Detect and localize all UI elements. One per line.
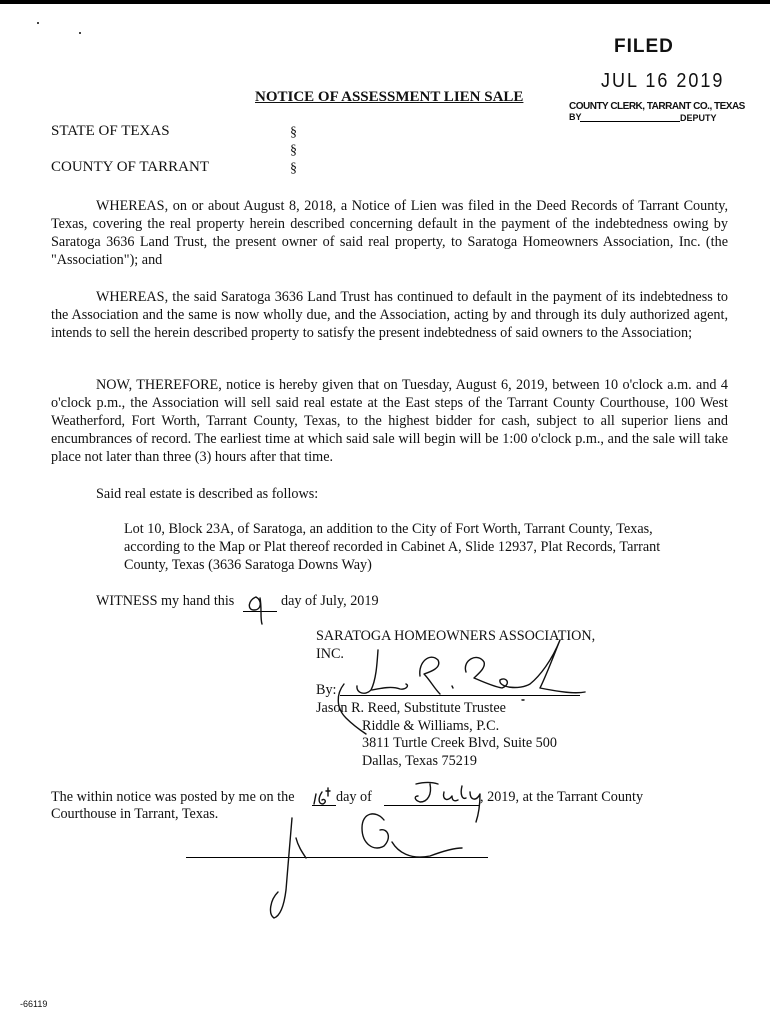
trustee-signature: [357, 650, 408, 693]
posting-line2: Courthouse in Tarrant, Texas.: [51, 806, 219, 822]
firm-address-line1: 3811 Turtle Creek Blvd, Suite 500: [362, 735, 557, 751]
section-mark: §: [290, 161, 297, 176]
paragraph-now-therefore: NOW, THEREFORE, notice is hereby given that on Tuesday, August 6, 2019, between 10 o'clock a.m. and 4 o'clock p.m., the Association will sell said real estate at the East steps of the Tarrant County Courthouse, 100 West Weatherford, Fort Worth, Tarrant County, Texas, to the highest bidder for cash, subject to all superior liens and encumbrances of record. The earliest time at which said sale will begin will be 1:00 o'clock p.m., and the sale will take place not later than three (3) hours after that time.: [51, 377, 728, 465]
signature-entity-line2: INC.: [316, 646, 344, 662]
filed-stamp-deputy: DEPUTY: [680, 113, 717, 123]
posting-day-handwritten: [314, 788, 330, 804]
posting-prefix: The within notice was posted by me on the: [51, 789, 295, 805]
paragraph-whereas-2: WHEREAS, the said Saratoga 3636 Land Trust has continued to default in the payment of its indebtedness to the Association and the same is now wholly due, and the Association, acting by and through its duly authorized agent, intends to sell the herein described property to satisfy the present indebtedness of said owners to the Association;: [51, 289, 728, 341]
posting-suffix: , 2019, at the Tarrant County: [480, 789, 644, 805]
legal-description: Lot 10, Block 23A, of Saratoga, an addition to the City of Fort Worth, Tarrant County, Texas, according to the Map or Plat thereof recorded in Cabinet A, Slide 12937, Plat Records, Tarrant County, Texas (3636 Saratoga Downs Way): [124, 521, 661, 573]
filed-stamp-label: FILED: [614, 36, 674, 57]
venue-state: STATE OF TEXAS: [51, 123, 170, 139]
firm-address-line2: Dallas, Texas 75219: [362, 753, 477, 769]
filed-stamp-by: BY: [569, 112, 582, 122]
section-mark: §: [290, 125, 297, 140]
signature-by-label: By:: [316, 682, 337, 698]
paragraph-whereas-1: WHEREAS, on or about August 8, 2018, a Notice of Lien was filed in the Deed Records of Tarrant County, Texas, covering the real property herein described concerning default in the payment of the indebtedness owing by Saratoga 3636 Land Trust, the present owner of said real property, to Saratoga Homeowners Association, Inc. (the "Association"); and: [51, 198, 728, 268]
poster-signature: [271, 818, 306, 918]
signatory-name: Jason R. Reed, Substitute Trustee: [316, 700, 506, 716]
witness-day-handwritten: [249, 597, 262, 624]
witness-prefix: WITNESS my hand this: [96, 593, 235, 609]
posting-month-handwritten: [415, 783, 480, 823]
witness-suffix: day of July, 2019: [281, 593, 379, 609]
venue-county: COUNTY OF TARRANT: [51, 159, 209, 175]
filed-stamp-clerk: COUNTY CLERK, TARRANT CO., TEXAS: [569, 101, 745, 112]
paragraph-described: Said real estate is described as follows:: [96, 486, 319, 502]
document-footer-id: -66119: [20, 999, 48, 1009]
filed-stamp-date: JUL 16 2019: [601, 68, 725, 92]
document-title: NOTICE OF ASSESSMENT LIEN SALE: [255, 89, 524, 105]
section-mark: §: [290, 143, 297, 158]
posting-mid: day of: [336, 789, 372, 805]
law-firm-name: Riddle & Williams, P.C.: [362, 718, 500, 734]
signature-entity-line1: SARATOGA HOMEOWNERS ASSOCIATION,: [316, 628, 596, 644]
